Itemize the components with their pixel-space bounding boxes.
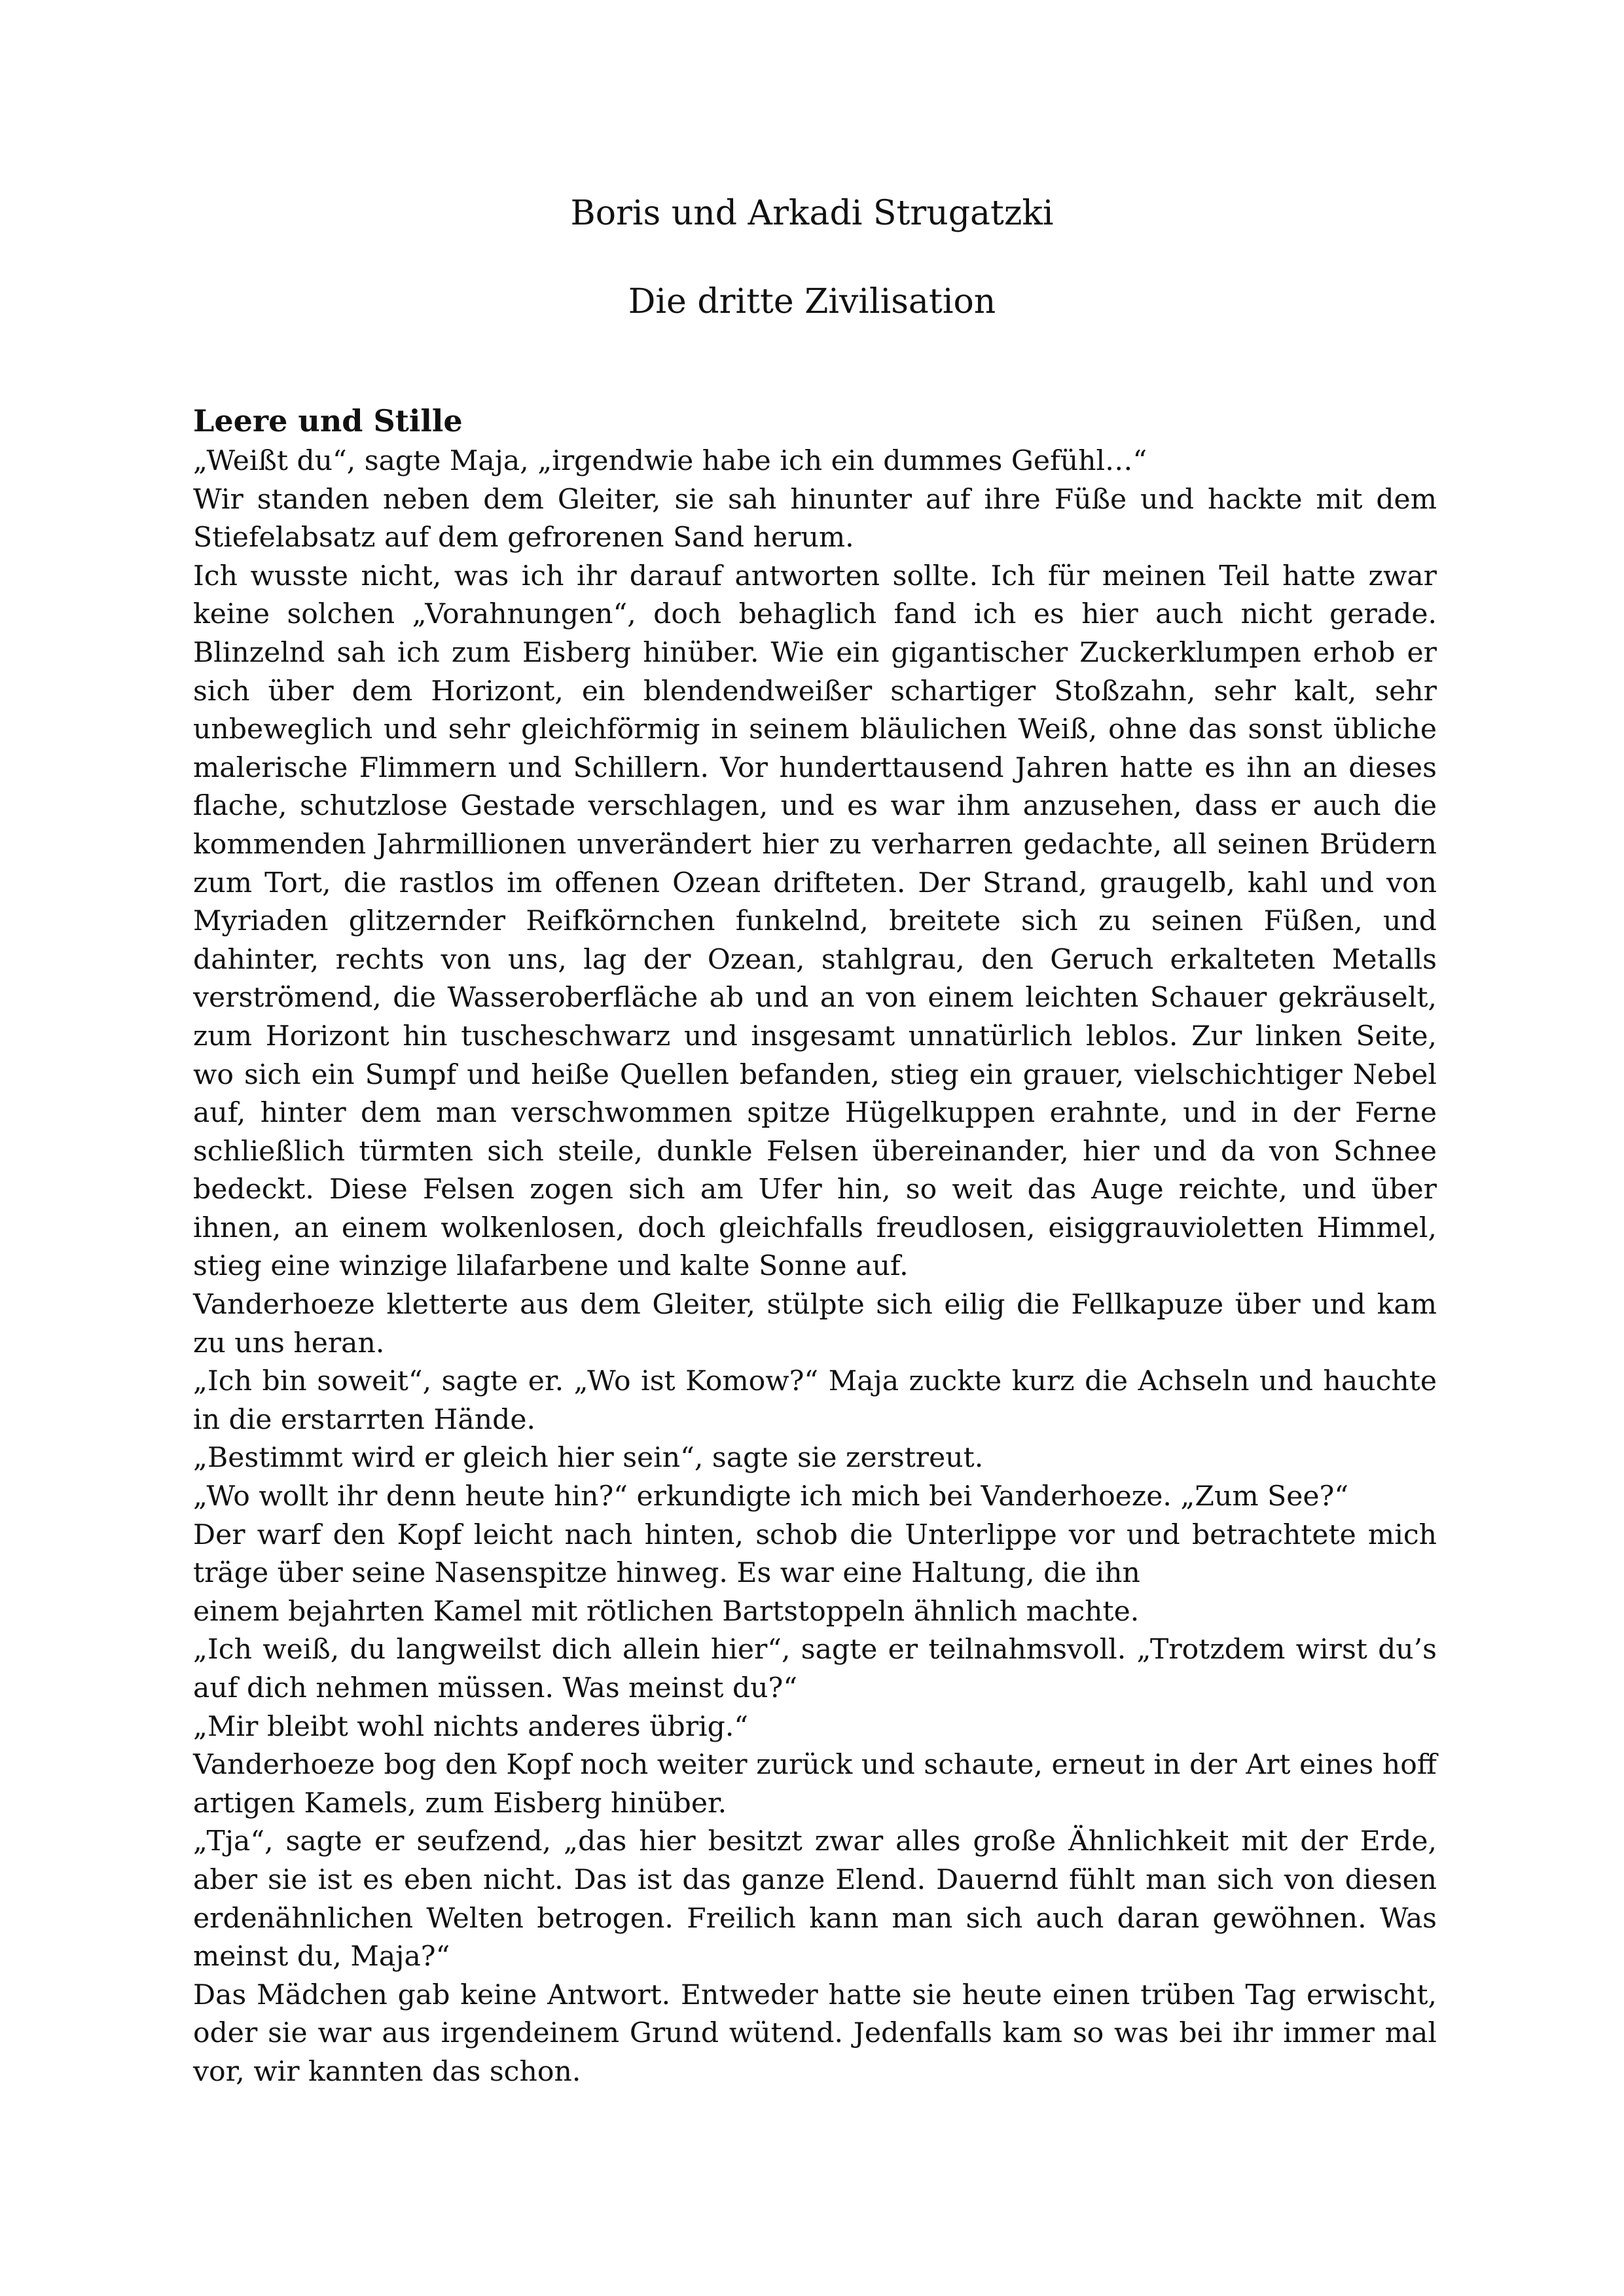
paragraph: „Bestimmt wird er gleich hier sein“, sagte sie zerstreut. bbox=[193, 1442, 984, 1475]
paragraph: Der warf den Kopf leicht nach hinten, schob die Unterlippe vor und betrachtete mich träge über seine Nasenspitze hinweg. Es war eine Haltung, die ihn bbox=[193, 1518, 1437, 1590]
paragraph: Ich wusste nicht, was ich ihr darauf antworten sollte. Ich für meinen Teil hatte zwar keine solchen „Vorahnungen“, doch behaglich fand ich es hier auch nicht gerade. Blinzelnd sah ich zum Eisberg hinüber. Wie ein gigantischer Zuckerklumpen erhob er sich über dem Horizont, ein blendendweißer schartiger Stoßzahn, sehr kalt, sehr unbeweglich und sehr gleichförmig in seinem bläulichen Weiß, ohne das sonst übliche malerische Flimmern und Schillern. Vor hunderttausend Jahren hatte es ihn an dieses flache, schutzlose Gestade verschlagen, und es war ihm anzusehen, dass er auch die kommenden Jahrmillionen unverändert hier zu verharren gedachte, all seinen Brüdern zum Tort, die rastlos im offenen Ozean drifteten. Der Strand, graugelb, kahl und von Myriaden glitzernder Reifkörnchen funkelnd, breitete sich zu seinen Füßen, und dahinter, rechts von uns, lag der Ozean, stahlgrau, den Geruch erkalteten Metalls verströmend, die Wasseroberfläche ab und an von einem leichten Schauer gekräuselt, zum Horizont hin tuscheschwarz und insgesamt unnatürlich leblos. Zur linken Seite, wo sich ein Sumpf und heiße Quellen befanden, stieg ein grauer, vielschichtiger Nebel auf, hinter dem man verschwommen spitze Hügelkuppen erahnte, und in der Ferne schließlich türmten sich steile, dunkle Felsen übereinander, hier und da von Schnee bedeckt. Diese Felsen zogen sich am Ufer hin, so weit das Auge reichte, und über ihnen, an einem wolkenlosen, doch gleichfalls freudlosen, eisiggrauvioletten Himmel, stieg eine winzige lilafarbene und kalte Sonne auf. bbox=[193, 560, 1437, 1283]
body-text bbox=[193, 442, 1437, 2092]
paragraph: Wir standen neben dem Gleiter, sie sah hinunter auf ihre Füße und hackte mit dem Stiefelabsatz auf dem gefrorenen Sand herum. bbox=[193, 483, 1437, 554]
paragraph: Vanderhoeze bog den Kopf noch weiter zurück und schaute, erneut in der Art eines hoff artigen Kamels, zum Eisberg hinüber. bbox=[193, 1749, 1437, 1820]
paragraph: „Weißt du“, sagte Maja, „irgendwie habe ich ein dummes Gefühl…“ bbox=[193, 445, 1147, 477]
paragraph: „Wo wollt ihr denn heute hin?“ erkundigte ich mich bei Vanderhoeze. „Zum See?“ bbox=[193, 1480, 1349, 1513]
paragraph: „Mir bleibt wohl nichts anderes übrig.“ bbox=[193, 1710, 749, 1743]
paragraph: „Ich bin soweit“, sagte er. „Wo ist Komow?“ Maja zuckte kurz die Achseln und hauchte in die erstarrten Hände. bbox=[193, 1365, 1437, 1436]
chapter-title: Leere und Stille bbox=[193, 403, 463, 439]
author-name: Boris und Arkadi Strugatzki bbox=[570, 194, 1054, 233]
paragraph: „Tja“, sagte er seufzend, „das hier besitzt zwar alles große Ähnlichkeit mit der Erde, aber sie ist es eben nicht. Das ist das ganze Elend. Dauernd fühlt man sich von diesen erdenähnlichen Welten betrogen. Freilich kann man sich auch daran gewöhnen. Was meinst du, Maja?“ bbox=[193, 1825, 1437, 1973]
paragraph: einem bejahrten Kamel mit rötlichen Bartstoppeln ähnlich machte. bbox=[193, 1595, 1140, 1628]
paragraph: Das Mädchen gab keine Antwort. Entweder hatte sie heute einen trüben Tag erwischt, oder sie war aus irgendeinem Grund wütend. Jedenfalls kam so was bei ihr immer mal vor, wir kannten das schon. bbox=[193, 1979, 1437, 2088]
paragraph: Vanderhoeze kletterte aus dem Gleiter, stülpte sich eilig die Fellkapuze über und kam zu uns heran. bbox=[193, 1289, 1437, 1359]
book-title: Die dritte Zivilisation bbox=[628, 282, 996, 321]
paragraph: „Ich weiß, du langweilst dich allein hier“, sagte er teilnahmsvoll. „Trotzdem wirst du’s auf dich nehmen müssen. Was meinst du?“ bbox=[193, 1634, 1437, 1704]
